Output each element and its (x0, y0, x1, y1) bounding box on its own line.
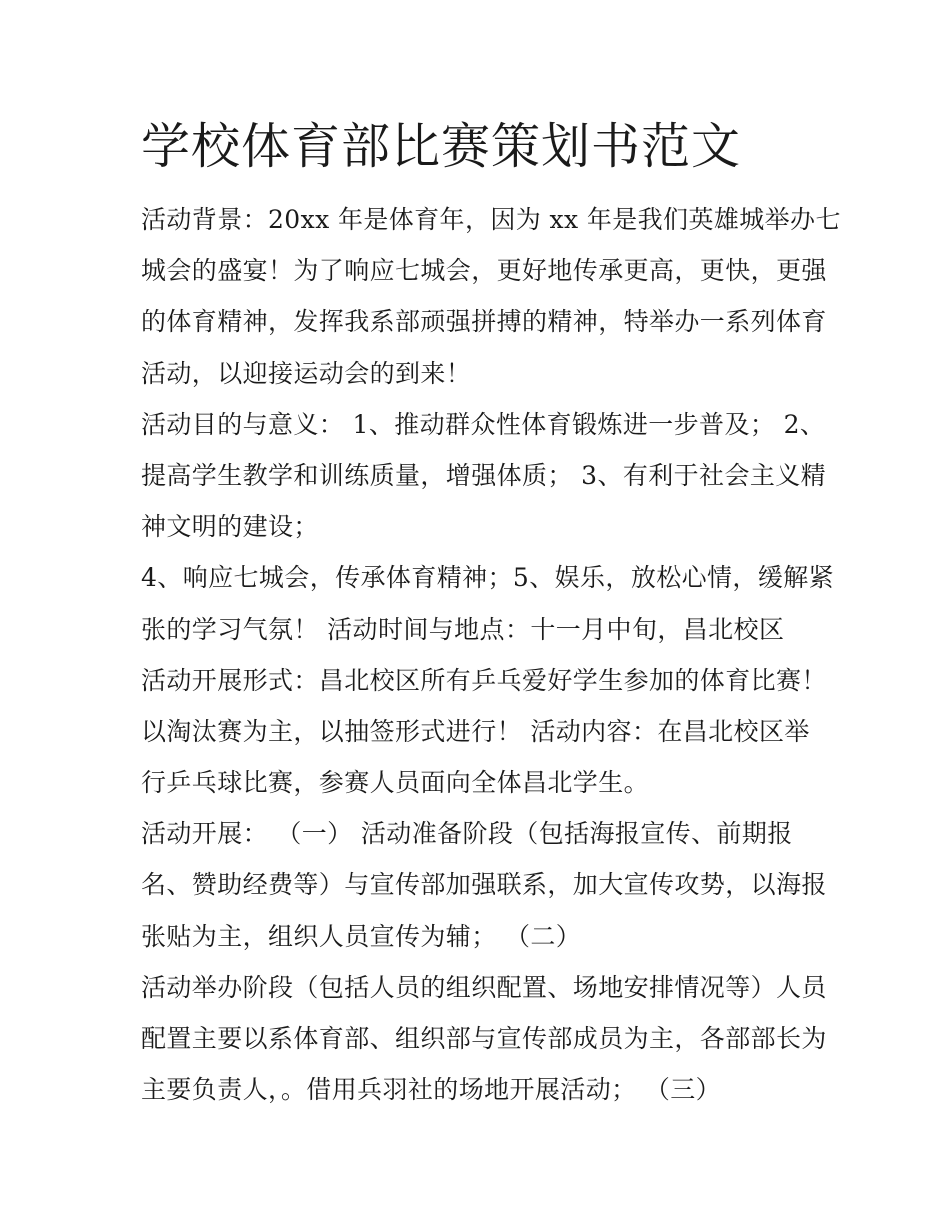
document-body (141, 194, 841, 1115)
body-line: 活动目的与意义： 1、推动群众性体育锻炼进一步普及； 2、 (141, 409, 826, 439)
body-line: 提高学生教学和训练质量，增强体质； 3、有利于社会主义精 (141, 460, 827, 490)
body-line: 主要负责人，。借用兵羽社的场地开展活动； （三） (141, 1075, 722, 1105)
document-title: 学校体育部比赛策划书范文 (141, 118, 742, 175)
body-line: 城会的盛宴！为了响应七城会，更好地传承更高，更快，更强 (141, 256, 827, 286)
body-line: 活动开展： （一） 活动准备阶段（包括海报宣传、前期报 (141, 819, 793, 849)
document-page (141, 112, 841, 1115)
body-line: 张贴为主，组织人员宣传为辅； （二） (141, 921, 582, 951)
body-line: 配置主要以系体育部、组织部与宣传部成员为主，各部部长为 (141, 1024, 827, 1053)
body-line: 张的学习气氛！ 活动时间与地点：十一月中旬，昌北校区 (141, 614, 785, 644)
body-line: 活动，以迎接运动会的到来！ (141, 358, 472, 388)
body-line: 活动背景：20xx 年是体育年，因为 xx 年是我们英雄城举办七 (141, 205, 841, 234)
body-line: 的体育精神，发挥我系部顽强拼搏的精神，特举办一系列体育 (141, 307, 827, 337)
body-line: 以淘汰赛为主，以抽签形式进行！ 活动内容：在昌北校区举 (141, 716, 810, 746)
body-line: 活动举办阶段（包括人员的组织配置、场地安排情况等）人员 (141, 972, 827, 1002)
body-line: 神文明的建设； (141, 512, 319, 542)
body-line: 4、响应七城会，传承体育精神；5、娱乐，放松心情，缓解紧 (141, 563, 835, 593)
body-line: 活动开展形式：昌北校区所有乒乓爱好学生参加的体育比赛！ (141, 665, 827, 695)
body-line: 行乒乓球比赛，参赛人员面向全体昌北学生。 (141, 768, 650, 798)
body-line: 名、赞助经费等）与宣传部加强联系，加大宣传攻势，以海报 (141, 870, 827, 900)
